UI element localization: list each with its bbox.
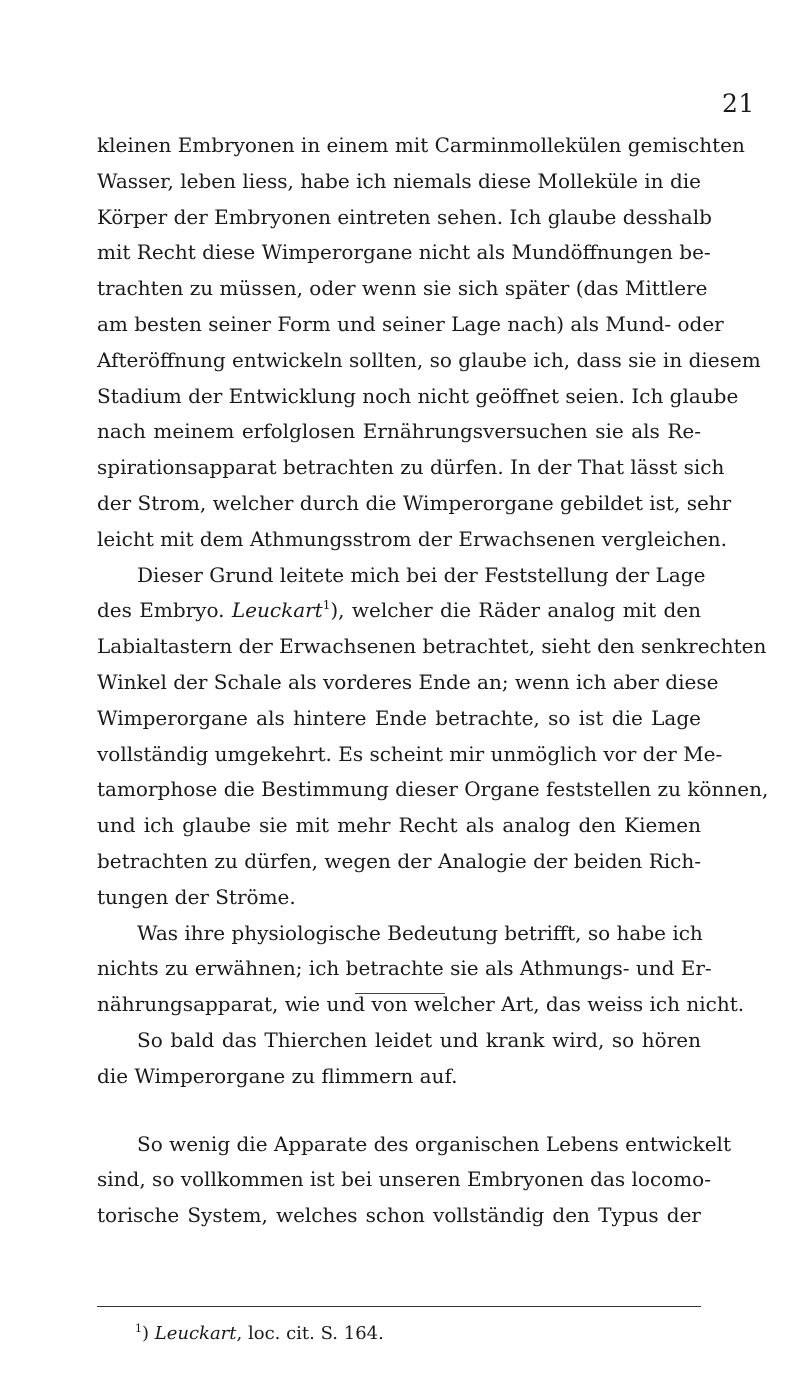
footnote-paren: )	[142, 1323, 150, 1344]
text-line: Was ihre physiologische Bedeutung betrifft, so habe ich	[137, 920, 703, 945]
text-line: nährungsapparat, wie und von welcher Art, das weiss ich nicht.	[97, 992, 745, 1017]
text-fragment: des Embryo.	[97, 598, 232, 623]
text-line: Afteröffnung entwickeln sollten, so glaube ich, dass sie in diesem	[97, 347, 761, 372]
footnote	[135, 1323, 384, 1344]
text-line: tungen der Ströme.	[97, 884, 296, 909]
text-line: torische System, welches schon vollständig den Typus der	[97, 1203, 701, 1228]
footnote-author: Leuckart	[154, 1323, 237, 1344]
body-text	[97, 128, 769, 1234]
text-line: sind, so vollkommen ist bei unseren Embryonen das locomo-	[97, 1167, 711, 1192]
text-line: Wasser, leben liess, habe ich niemals diese Molleküle in die	[97, 168, 701, 193]
text-line: tamorphose die Bestimmung dieser Organe feststellen zu können,	[97, 777, 769, 802]
text-line: und ich glaube sie mit mehr Recht als analog den Kiemen	[97, 813, 701, 838]
text-line: der Strom, welcher durch die Wimperorgane gebildet ist, sehr	[97, 490, 732, 515]
text-line: betrachten zu dürfen, wegen der Analogie der beiden Rich-	[97, 848, 701, 873]
text-line: So bald das Thierchen leidet und krank wird, so hören	[137, 1027, 701, 1052]
section-divider	[355, 993, 445, 994]
footnote-text: , loc. cit. S. 164.	[236, 1323, 384, 1344]
section-gap	[97, 1095, 701, 1127]
text-line: leicht mit dem Athmungsstrom der Erwachsenen vergleichen.	[97, 526, 728, 551]
text-line: So wenig die Apparate des organischen Lebens entwickelt	[137, 1131, 731, 1156]
text-line: mit Recht diese Wimperorgane nicht als Mundöffnungen be-	[97, 240, 711, 265]
text-line: die Wimperorgane zu flimmern auf.	[97, 1063, 458, 1088]
citation-author: Leuckart	[231, 598, 323, 623]
text-line-with-citation	[97, 593, 701, 629]
text-line: Wimperorgane als hintere Ende betrachte, so ist die Lage	[97, 705, 701, 730]
text-line: trachten zu müssen, oder wenn sie sich später (das Mittlere	[97, 276, 708, 301]
text-fragment: ), welcher die Räder analog mit den	[330, 598, 701, 623]
text-line: Winkel der Schale als vorderes Ende an; wenn ich aber diese	[97, 669, 719, 694]
text-line: kleinen Embryonen in einem mit Carminmollekülen gemischten	[97, 133, 745, 157]
text-line: Stadium der Entwicklung noch nicht geöffnet seien. Ich glaube	[97, 383, 739, 408]
text-line: spirationsapparat betrachten zu dürfen. In der That lässt sich	[97, 455, 725, 480]
text-line: Dieser Grund leitete mich bei der Feststellung der Lage	[137, 562, 706, 587]
text-line: vollständig umgekehrt. Es scheint mir unmöglich vor der Me-	[97, 741, 723, 766]
footnote-divider	[97, 1306, 701, 1307]
text-line: nichts zu erwähnen; ich betrachte sie als Athmungs- und Er-	[97, 956, 712, 981]
page-number: 21	[722, 89, 755, 118]
footnote-marker: 1	[135, 1322, 142, 1335]
footnote-ref[interactable]: 1	[322, 598, 331, 613]
text-line: Körper der Embryonen eintreten sehen. Ich glaube desshalb	[97, 204, 712, 229]
text-line: nach meinem erfolglosen Ernährungsversuchen sie als Re-	[97, 419, 701, 444]
text-line: Labialtastern der Erwachsenen betrachtet, sieht den senkrechten	[97, 634, 767, 659]
text-line: am besten seiner Form und seiner Lage nach) als Mund- oder	[97, 311, 724, 336]
